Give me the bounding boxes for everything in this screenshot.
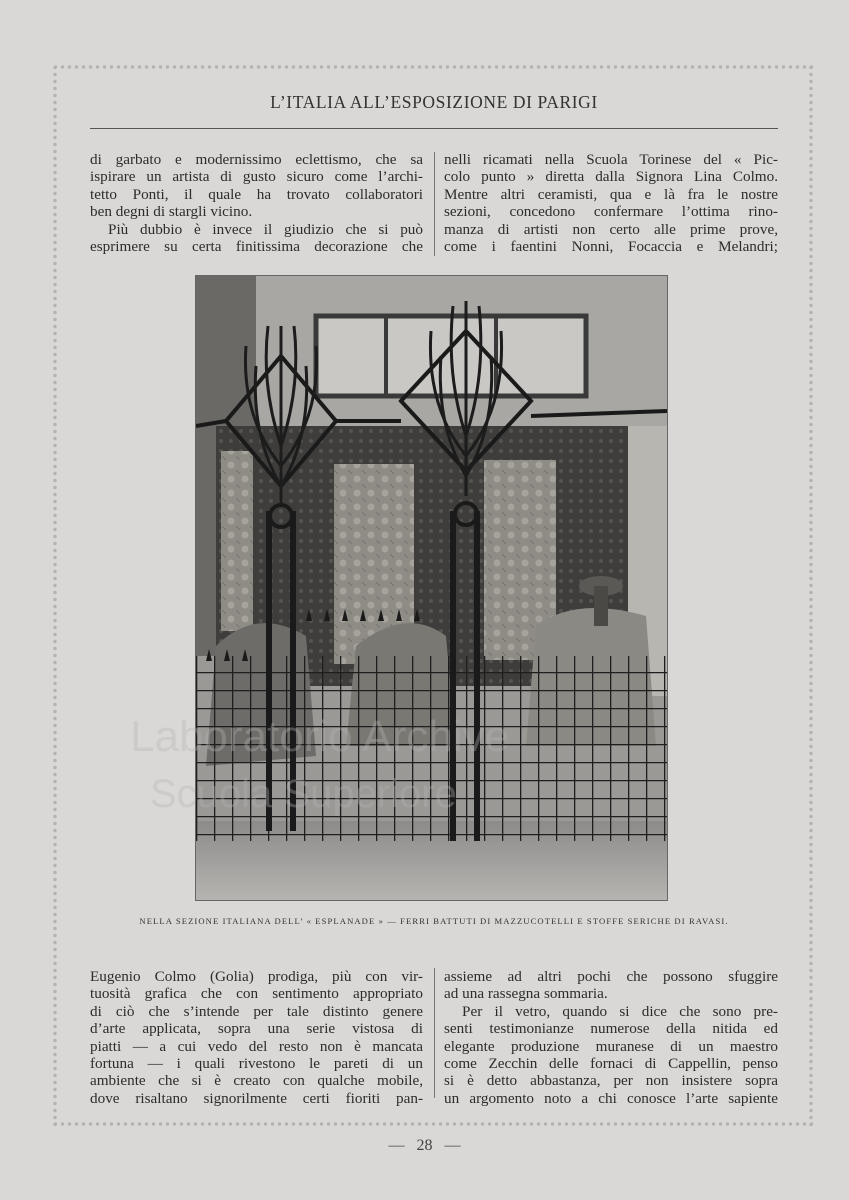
text-line: tetto Ponti, il quale ha trovato collaboratori (90, 185, 423, 203)
text-line: elegante produzione muranese di un maestro (444, 1037, 778, 1055)
text-line: tuosità grafica che con sentimento appropriato (90, 985, 423, 1003)
text-line: ben degni di stargli vicino. (90, 203, 253, 221)
watermark-line-1: Laboratorio Archive (130, 712, 510, 761)
dotted-border-bottom (52, 1121, 814, 1127)
column-divider-bottom (434, 968, 435, 1098)
text-line: ad una rassegna sommaria. (444, 985, 608, 1003)
text-line: ambiente che si è creato con qualche mobile, (90, 1072, 423, 1090)
dotted-border-left (52, 64, 58, 1127)
dotted-border-top (52, 64, 814, 70)
text-line: come i faentini Nonni, Focaccia e Melandri; (444, 238, 778, 256)
watermark-line-2: Scuola Superiore (150, 772, 457, 816)
text-line: Mentre altri ceramisti, qua e là fra le nostre (444, 185, 778, 203)
text-line: fortuna — i quali rivestono le pareti di un (90, 1055, 423, 1073)
text-line: sezioni, concedono confermare l’ottima rino- (444, 203, 778, 221)
bottom-left-column (90, 968, 423, 1107)
folio-dash-left: — (388, 1137, 405, 1154)
column-divider-top (434, 152, 435, 256)
dotted-border-right (808, 64, 814, 1127)
page-number-value: 28 (416, 1137, 433, 1154)
text-line: di garbato e modernissimo eclettismo, che sa (90, 151, 423, 168)
text-line: colo punto » diretta dalla Signora Lina Colmo. (444, 168, 778, 186)
photo-caption: NELLA SEZIONE ITALIANA DELL’ « ESPLANADE » — FERRI BATTUTI DI MAZZUCOTELLI E STOFFE SERICHE DI RAVASI. (139, 916, 729, 926)
text-line: assieme ad altri pochi che possono sfuggire (444, 968, 778, 985)
top-right-column (444, 151, 778, 255)
text-line: dove risaltano signorilmente certi fioriti pan- (90, 1089, 423, 1107)
text-line: nelli ricamati nella Scuola Torinese del « Pic- (444, 151, 778, 168)
text-line: come Zecchin delle fornaci di Cappellin, penso (444, 1055, 778, 1073)
text-line: manza di artisti non certo alle prime prove, (444, 220, 778, 238)
text-line: d’arte applicata, sopra una serie vistosa di (90, 1020, 423, 1038)
text-line: di ciò che s’intende per tale distinto genere (90, 1002, 423, 1020)
header-rule (90, 128, 778, 129)
text-line: esprimere su certa finitissima decorazione che (90, 238, 423, 256)
folio-dash-right: — (444, 1137, 461, 1154)
text-line: Più dubbio è invece il giudizio che si può (108, 220, 423, 238)
top-left-column (90, 151, 423, 255)
text-line: si è detto abbastanza, per non insistere sopra (444, 1072, 778, 1090)
text-line: piatti — a cui vedo del resto non è mancata (90, 1037, 423, 1055)
text-line: senti testimonianze numerose della nitida ed (444, 1020, 778, 1038)
text-line: Eugenio Colmo (Golia) prodiga, più con vir- (90, 968, 423, 985)
bottom-right-column (444, 968, 778, 1107)
running-head: L’ITALIA ALL’ESPOSIZIONE DI PARIGI (270, 92, 598, 112)
text-line: ispirare un artista di gusto sicuro come l’archi- (90, 168, 423, 186)
page-number (0, 1137, 849, 1155)
text-line: Per il vetro, quando si dice che sono pre- (462, 1002, 778, 1020)
text-line: un argomento noto a chi conosce l’arte sapiente (444, 1089, 778, 1107)
